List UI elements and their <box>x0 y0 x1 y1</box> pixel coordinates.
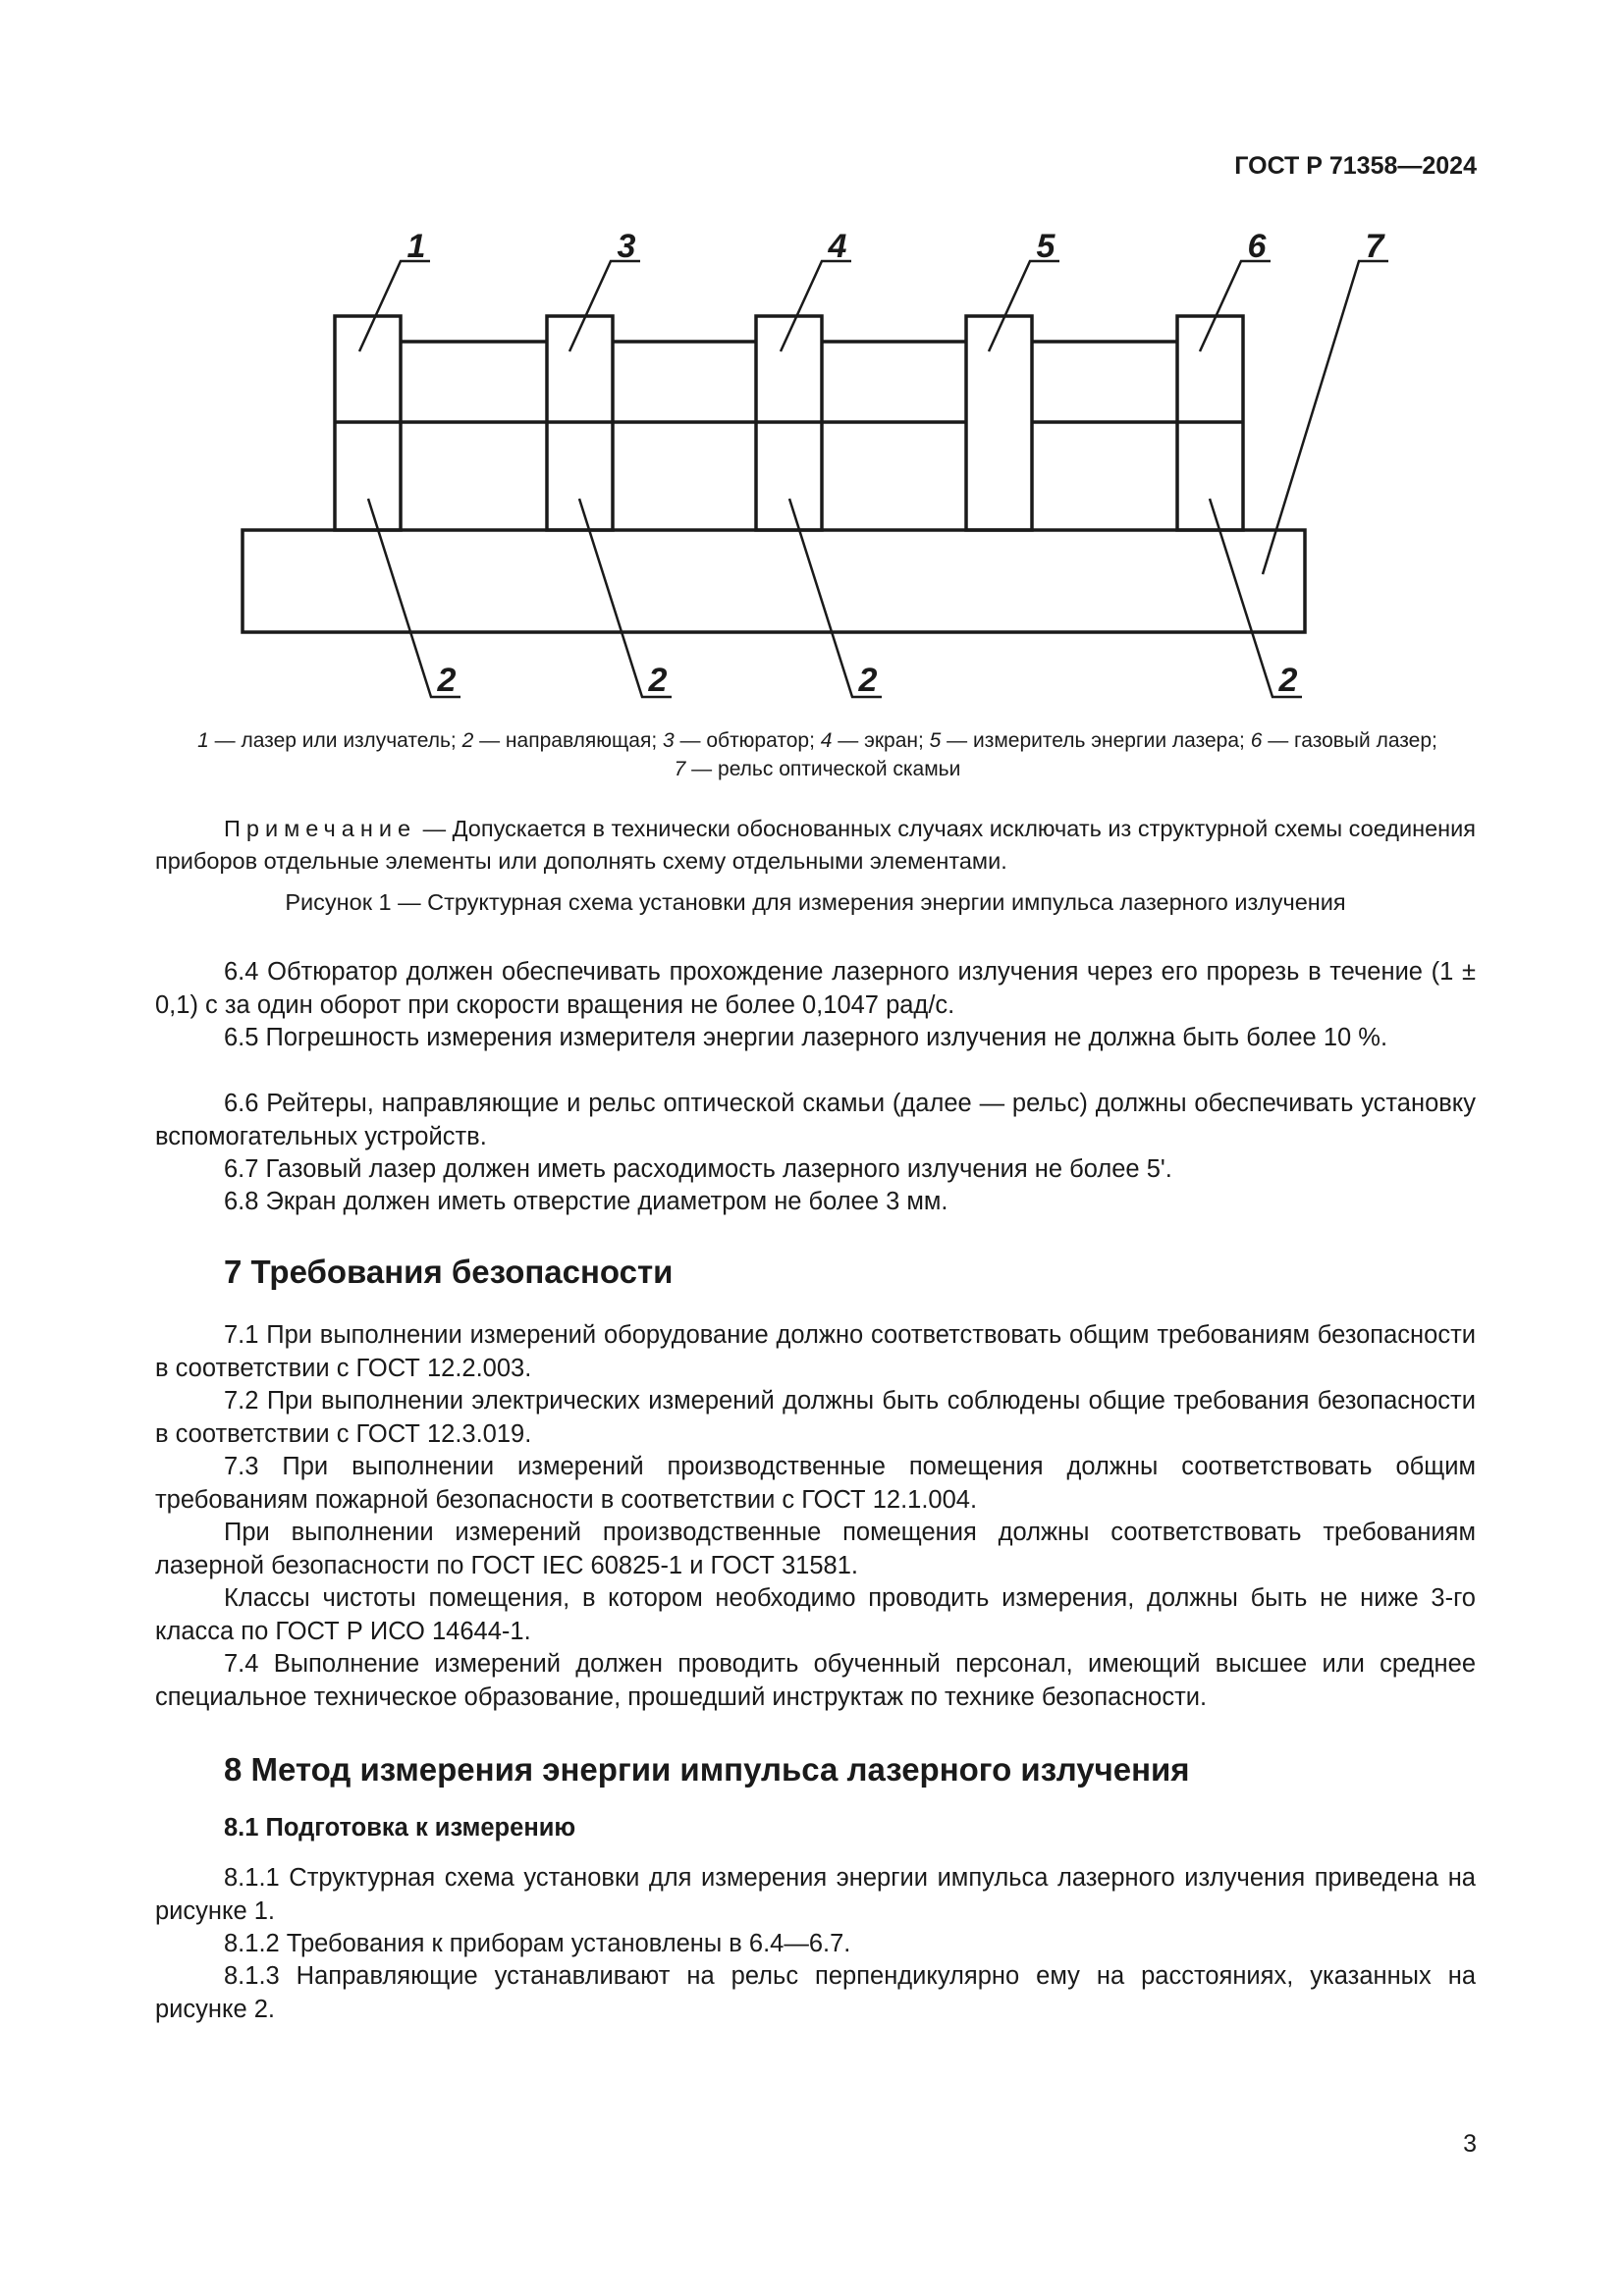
paragraph-6-7: 6.7 Газовый лазер должен иметь расходимость лазерного излучения не более 5'. <box>224 1155 1172 1183</box>
label-2: 2 <box>1278 662 1298 699</box>
figure-note: Примечание — Допускается в технически обоснованных случаях исключать из структурной схемы соединения приборов отдельные элементы или дополнять схему отдельными элементами. <box>155 816 1476 874</box>
label-3: 3 <box>617 228 636 265</box>
figure-legend: 1 — лазер или излучатель; 2 — направляющая; 3 — обтюратор; 4 — экран; 5 — измеритель энергии лазера; 6 — газовый лазер; 7 — рельс оптической скамьи <box>197 729 1437 780</box>
paragraph-7-1: 7.1 При выполнении измерений оборудование должно соответствовать общим требованиям безопасности в соответствии с ГОСТ 12.2.003. <box>155 1321 1476 1382</box>
paragraph-6-8: 6.8 Экран должен иметь отверстие диаметром не более 3 мм. <box>224 1188 948 1215</box>
label-1: 1 <box>406 228 426 265</box>
paragraph-7-4: 7.4 Выполнение измерений должен проводить обученный персонал, имеющий высшее или среднее специальное техническое образование, прошедший инструктаж по технике безопасности. <box>155 1650 1476 1711</box>
label-5: 5 <box>1036 228 1056 265</box>
device-energy-meter <box>966 316 1032 530</box>
figure-caption: Рисунок 1 — Структурная схема установки для измерения энергии импульса лазерного излучения <box>285 889 1346 915</box>
paragraph-6-4: 6.4 Обтюратор должен обеспечивать прохождение лазерного излучения через его прорезь в течение (1 ± 0,1) с за один оборот при скорости вращения не более 0,1047 рад/с. <box>155 958 1476 1019</box>
structural-diagram <box>0 0 1624 707</box>
paragraph-8-1-2: 8.1.2 Требования к приборам установлены в 6.4—6.7. <box>224 1930 851 1957</box>
paragraph-7-3: 7.3 При выполнении измерений производственные помещения должны соответствовать общим требованиям пожарной безопасности в соответствии с ГОСТ 12.1.004. <box>155 1453 1476 1514</box>
label-2: 2 <box>858 662 878 699</box>
label-2: 2 <box>437 662 457 699</box>
label-7: 7 <box>1365 228 1384 265</box>
rail-rect <box>243 530 1305 632</box>
paragraph-7-3-laser: При выполнении измерений производственные помещения должны соответствовать требованиям лазерной безопасности по ГОСТ IEC 60825-1 и ГОСТ 31581. <box>155 1519 1476 1579</box>
paragraph-6-6: 6.6 Рейтеры, направляющие и рельс оптической скамьи (далее — рельс) должны обеспечивать установку вспомогательных устройств. <box>155 1090 1476 1150</box>
paragraph-7-2: 7.2 При выполнении электрических измерений должны быть соблюдены общие требования безопасности в соответствии с ГОСТ 12.3.019. <box>155 1387 1476 1448</box>
label-2: 2 <box>648 662 668 699</box>
label-4: 4 <box>828 228 847 265</box>
section-8-1-heading: 8.1 Подготовка к измерению <box>224 1814 576 1842</box>
page-number: 3 <box>1463 2130 1477 2158</box>
paragraph-8-1-1: 8.1.1 Структурная схема установки для измерения энергии импульса лазерного излучения приведена на рисунке 1. <box>155 1864 1476 1925</box>
paragraph-8-1-3: 8.1.3 Направляющие устанавливают на рельс перпендикулярно ему на расстояниях, указанных на рисунке 2. <box>155 1962 1476 2023</box>
document-number: ГОСТ Р 71358—2024 <box>1234 152 1477 180</box>
paragraph-7-3-cleanliness: Классы чистоты помещения, в котором необходимо проводить измерения, должны быть не ниже 3-го класса по ГОСТ Р ИСО 14644-1. <box>155 1584 1476 1645</box>
section-7-heading: 7 Требования безопасности <box>224 1254 674 1290</box>
section-8-heading: 8 Метод измерения энергии импульса лазерного излучения <box>224 1751 1190 1788</box>
paragraph-6-5: 6.5 Погрешность измерения измерителя энергии лазерного излучения не должна быть более 10 %. <box>224 1024 1388 1051</box>
label-6: 6 <box>1247 228 1267 265</box>
